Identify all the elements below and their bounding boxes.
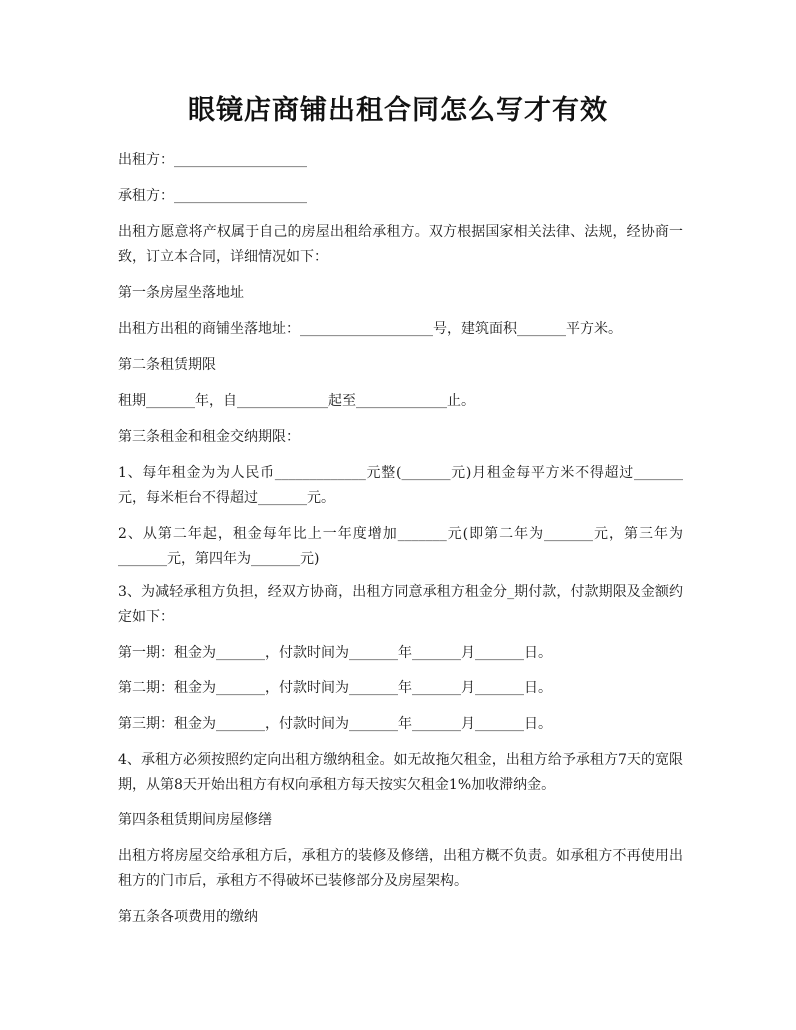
- document-title: 眼镜店商铺出租合同怎么写才有效: [188, 95, 608, 126]
- article-3-item-4: 4、承租方必须按照约定向出租方缴纳租金。如无故拖欠租金，出租方给予承租方7天的宽限期，从第8天开始出租方有权向承租方每天按实欠租金1%加收滞纳金。: [118, 752, 683, 793]
- article-5-heading: 第五条各项费用的缴纳: [118, 909, 258, 925]
- article-3-item-3: 3、为减轻承租方负担，经双方协商，出租方同意承租方租金分_期付款，付款期限及金额约定如下：: [118, 584, 683, 625]
- article-4-body: 出租方将房屋交给承租方后，承租方的装修及修缮，出租方概不负责。如承租方不再使用出租方的门市后，承租方不得破坏已装修部分及房屋架构。: [118, 848, 683, 889]
- article-3-item-1: 1、每年租金为为人民币_____________元整(_______元)月租金每平方米不得超过_______元，每米柜台不得超过_______元。: [118, 465, 683, 506]
- payment-installment-2: 第二期：租金为_______，付款时间为_______年_______月_______日。: [118, 680, 552, 696]
- lessor-line: 出租方：___________________: [118, 152, 307, 168]
- article-2-body: 租期_______年，自_____________起至_____________止。: [118, 393, 475, 409]
- article-1-body: 出租方出租的商铺坐落地址：___________________号，建筑面积_______平方米。: [118, 321, 622, 337]
- article-4-heading: 第四条租赁期间房屋修缮: [118, 812, 272, 828]
- payment-installment-3: 第三期：租金为_______，付款时间为_______年_______月_______日。: [118, 716, 552, 732]
- intro-paragraph: 出租方愿意将产权属于自己的房屋出租给承租方。双方根据国家相关法律、法规，经协商一致，订立本合同，详细情况如下：: [118, 224, 683, 265]
- article-2-heading: 第二条租赁期限: [118, 357, 216, 373]
- lessee-line: 承租方：___________________: [118, 188, 307, 204]
- article-1-heading: 第一条房屋坐落地址: [118, 285, 244, 301]
- article-3-heading: 第三条租金和租金交纳期限：: [118, 429, 300, 445]
- article-3-item-2: 2、从第二年起，租金每年比上一年度增加_______元(即第二年为_______元，第三年为_______元，第四年为_______元): [118, 526, 683, 567]
- payment-installment-1: 第一期：租金为_______，付款时间为_______年_______月_______日。: [118, 645, 552, 661]
